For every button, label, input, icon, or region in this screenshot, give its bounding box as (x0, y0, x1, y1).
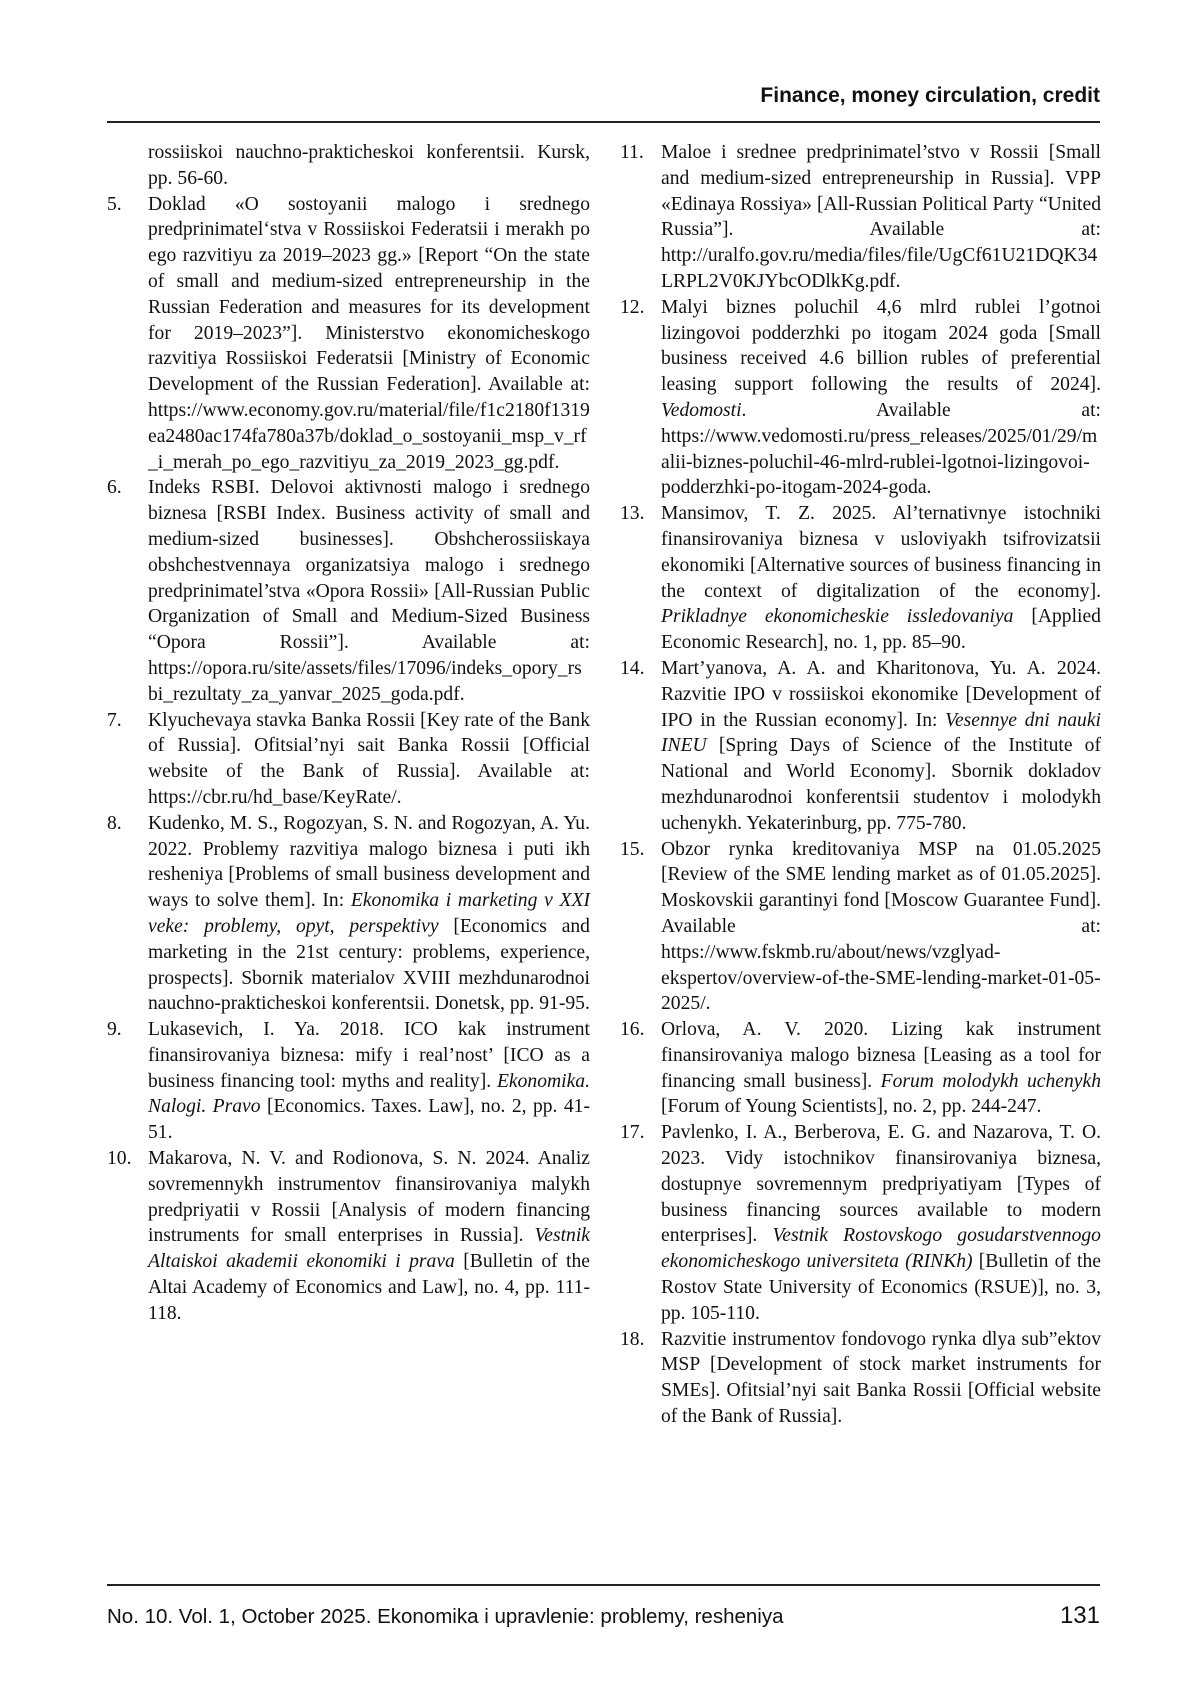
reference-text-segment: Lukasevich, I. Ya. 2018. ICO kak instrument finansirovaniya biznesa: mify i real’nost’ [ICO as a business financing tool: myths and reality]. (148, 1019, 590, 1092)
reference-number: 12. (620, 295, 661, 501)
reference-text (661, 1327, 1101, 1430)
reference-text (148, 1017, 590, 1146)
reference-text (661, 656, 1101, 837)
reference-text-segment: Malyi biznes poluchil 4,6 mlrd rublei l’gotnoi lizingovoi podderzhki po itogam 2024 goda [Small business received 4.6 billion rubles of preferential leasing support following the results of 2024]. (661, 297, 1101, 395)
reference-text-segment: [Spring Days of Science of the Institute of National and World Economy]. Sbornik dokladov mezhdunarodnoi konferentsii studentov i molodykh uchenykh. Yekaterinburg, pp. 775-780. (661, 735, 1101, 833)
reference-item (620, 501, 1101, 656)
reference-source-title: Vestnik Rostovskogo gosudarstvennogo ekonomicheskogo universiteta (RINKh) (661, 1225, 1101, 1272)
reference-text-segment: Mansimov, T. Z. 2025. Al’ternativnye istochniki finansirovaniya biznesa v usloviyakh tsifrovizatsii ekonomiki [Alternative sources of business financing in the context of digitalization of the economy]. (661, 503, 1101, 601)
reference-number: 16. (620, 1017, 661, 1120)
reference-text-segment: [Bulletin of the Altai Academy of Economics and Law], no. 4, pp. 111-118. (148, 1251, 590, 1324)
reference-text (148, 811, 590, 1017)
reference-item (107, 475, 590, 707)
header-rule (107, 121, 1100, 123)
reference-number: 10. (107, 1146, 148, 1327)
reference-number: 11. (620, 140, 661, 295)
reference-text (661, 1017, 1101, 1120)
reference-text (661, 837, 1101, 1018)
footer-rule (107, 1584, 1100, 1586)
reference-item (620, 295, 1101, 501)
reference-text (661, 501, 1101, 656)
reference-text-segment: [Applied Economic Research], no. 1, pp. 85–90. (661, 606, 1101, 653)
reference-text-segment: Obzor rynka kreditovaniya MSP na 01.05.2025 [Review of the SME lending market as of 01.05.2025]. Moskovskii garantinyi fond [Moscow Guarantee Fund]. Available at: https://www.fskmb.ru/about/news/vzglyad-ekspertov/overview-of-the-SME-lending-market-01-05-2025/. (661, 839, 1101, 1015)
reference-text-segment: Razvitie instrumentov fondovogo rynka dlya sub”ektov MSP [Development of stock market instruments for SMEs]. Ofitsial’nyi sait Banka Rossii [Official website of the Bank of Russia]. (661, 1329, 1101, 1427)
reference-text-segment: Orlova, A. V. 2020. Lizing kak instrument finansirovaniya malogo biznesa [Leasing as a tool for financing small business]. (661, 1019, 1101, 1092)
reference-text-segment: rossiiskoi nauchno-prakticheskoi konferentsii. Kursk, pp. 56-60. (148, 142, 590, 189)
references-left-column (107, 140, 590, 1327)
reference-text-segment: Makarova, N. V. and Rodionova, S. N. 2024. Analiz sovremennykh instrumentov finansirovaniya malykh predpriyatii v Rossii [Analysis of modern financing instruments for small enterprises in Russia]. (148, 1148, 590, 1246)
reference-source-title: Ekonomika. Nalogi. Pravo (148, 1071, 590, 1118)
reference-item (107, 1017, 590, 1146)
reference-text (661, 1120, 1101, 1326)
reference-text-segment: [Economics and marketing in the 21st century: problems, experience, prospects]. Sbornik materialov XVIII mezhdunarodnoi nauchno-prakticheskoi konferentsii. Donetsk, pp. 91-95. (148, 916, 590, 1014)
reference-source-title: Forum molodykh uchenykh (881, 1071, 1101, 1092)
footer-citation: No. 10. Vol. 1, October 2025. Ekonomika i upravlenie: problemy, resheniya (107, 1605, 784, 1629)
reference-number: 17. (620, 1120, 661, 1326)
reference-source-title: Vestnik Altaiskoi akademii ekonomiki i prava (148, 1225, 590, 1272)
reference-number: 18. (620, 1327, 661, 1430)
reference-text-segment: Pavlenko, I. A., Berberova, E. G. and Nazarova, T. O. 2023. Vidy istochnikov finansirovaniya biznesa, dostupnye sovremennym predpriyatiyam [Types of business financing sources available to modern enterprises]. (661, 1122, 1101, 1246)
reference-text (661, 140, 1101, 295)
reference-text-segment: Mart’yanova, A. A. and Kharitonova, Yu. A. 2024. Razvitie IPO v rossiiskoi ekonomike [Development of IPO in the Russian economy]. In: (661, 658, 1101, 731)
reference-item (620, 1327, 1101, 1430)
reference-item (620, 656, 1101, 837)
reference-text-segment: Maloe i srednee predprinimatel’stvo v Rossii [Small and medium-sized entrepreneurship in Russia]. VPP «Edinaya Rossiya» [All-Russian Political Party “United Russia”]. Available at: http://uralfo.gov.ru/media/files/file/UgCf61U21DQK34LRPL2V0KJYbcODlkKg.pdf. (661, 142, 1101, 292)
reference-number: 8. (107, 811, 148, 1017)
reference-source-title: Vedomosti (661, 400, 742, 421)
reference-number: 14. (620, 656, 661, 837)
reference-text (148, 140, 590, 192)
reference-text-segment: [Bulletin of the Rostov State University of Economics (RSUE)], no. 3, pp. 105-110. (661, 1251, 1101, 1324)
reference-item (107, 192, 590, 476)
reference-item (620, 1017, 1101, 1120)
page-number: 131 (1060, 1602, 1100, 1630)
running-header: Finance, money circulation, credit (107, 84, 1100, 108)
page-footer (107, 1602, 1100, 1630)
reference-item (620, 1120, 1101, 1326)
reference-number: 7. (107, 708, 148, 811)
reference-text (148, 1146, 590, 1327)
reference-text (148, 475, 590, 707)
reference-source-title: Ekonomika i marketing v XXI veke: problemy, opyt, perspektivy (148, 890, 590, 937)
reference-text-segment: . Available at: https://www.vedomosti.ru/press_releases/2025/01/29/malii-biznes-poluchil-46-mlrd-rublei-lgotnoi-lizingovoi-podderzhki-po-itogam-2024-goda. (661, 400, 1101, 498)
reference-text-segment: [Forum of Young Scientists], no. 2, pp. 244-247. (661, 1096, 1041, 1117)
reference-number: 15. (620, 837, 661, 1018)
reference-text-segment: Indeks RSBI. Delovoi aktivnosti malogo i srednego biznesa [RSBI Index. Business activity of small and medium-sized businesses]. Obshcherossiiskaya obshchestvennaya organizatsiya malogo i srednego predprinimatel’stva «Opora Rossii» [All-Russian Public Organization of Small and Medium-Sized Business “Opora Rossii”]. Available at: https://opora.ru/site/assets/files/17096/indeks_opory_rsbi_rezultaty_za_yanvar_2025_goda.pdf. (148, 477, 590, 704)
reference-item (107, 708, 590, 811)
reference-text-segment: Kudenko, M. S., Rogozyan, S. N. and Rogozyan, A. Yu. 2022. Problemy razvitiya malogo biznesa i puti ikh resheniya [Problems of small business development and ways to solve them]. In: (148, 813, 590, 911)
reference-text (148, 192, 590, 476)
references-right-column (620, 140, 1101, 1430)
reference-source-title: Vesennye dni nauki INEU (661, 710, 1101, 757)
reference-item (620, 837, 1101, 1018)
reference-text-segment: Klyuchevaya stavka Banka Rossii [Key rate of the Bank of Russia]. Ofitsial’nyi sait Banka Rossii [Official website of the Bank of Russia]. Available at: https://cbr.ru/hd_base/KeyRate/. (148, 710, 590, 808)
reference-text (661, 295, 1101, 501)
reference-item (107, 811, 590, 1017)
reference-number: 6. (107, 475, 148, 707)
reference-source-title: Prikladnye ekonomicheskie issledovaniya (661, 606, 1013, 627)
reference-number: 5. (107, 192, 148, 476)
reference-item (107, 140, 590, 192)
reference-text-segment: Doklad «O sostoyanii malogo i srednego predprinimatel‘stva v Rossiiskoi Federatsii i merakh po ego razvitiyu za 2019–2023 gg.» [Report “On the state of small and medium-sized entrepreneurship in the Russian Federation and measures for its development for 2019–2023”]. Ministerstvo ekonomicheskogo razvitiya Rossiiskoi Federatsii [Ministry of Economic Development of the Russian Federation]. Available at: https://www.economy.gov.ru/material/file/f1c2180f1319ea2480ac174fa780a37b/doklad_o_sostoyanii_msp_v_rf_i_merah_po_ego_razvitiyu_za_2019_2023_gg.pdf. (148, 194, 590, 473)
reference-item (107, 1146, 590, 1327)
reference-number: 9. (107, 1017, 148, 1146)
reference-item (620, 140, 1101, 295)
reference-text (148, 708, 590, 811)
reference-number: 13. (620, 501, 661, 656)
reference-text-segment: [Economics. Taxes. Law], no. 2, pp. 41-51. (148, 1096, 590, 1143)
